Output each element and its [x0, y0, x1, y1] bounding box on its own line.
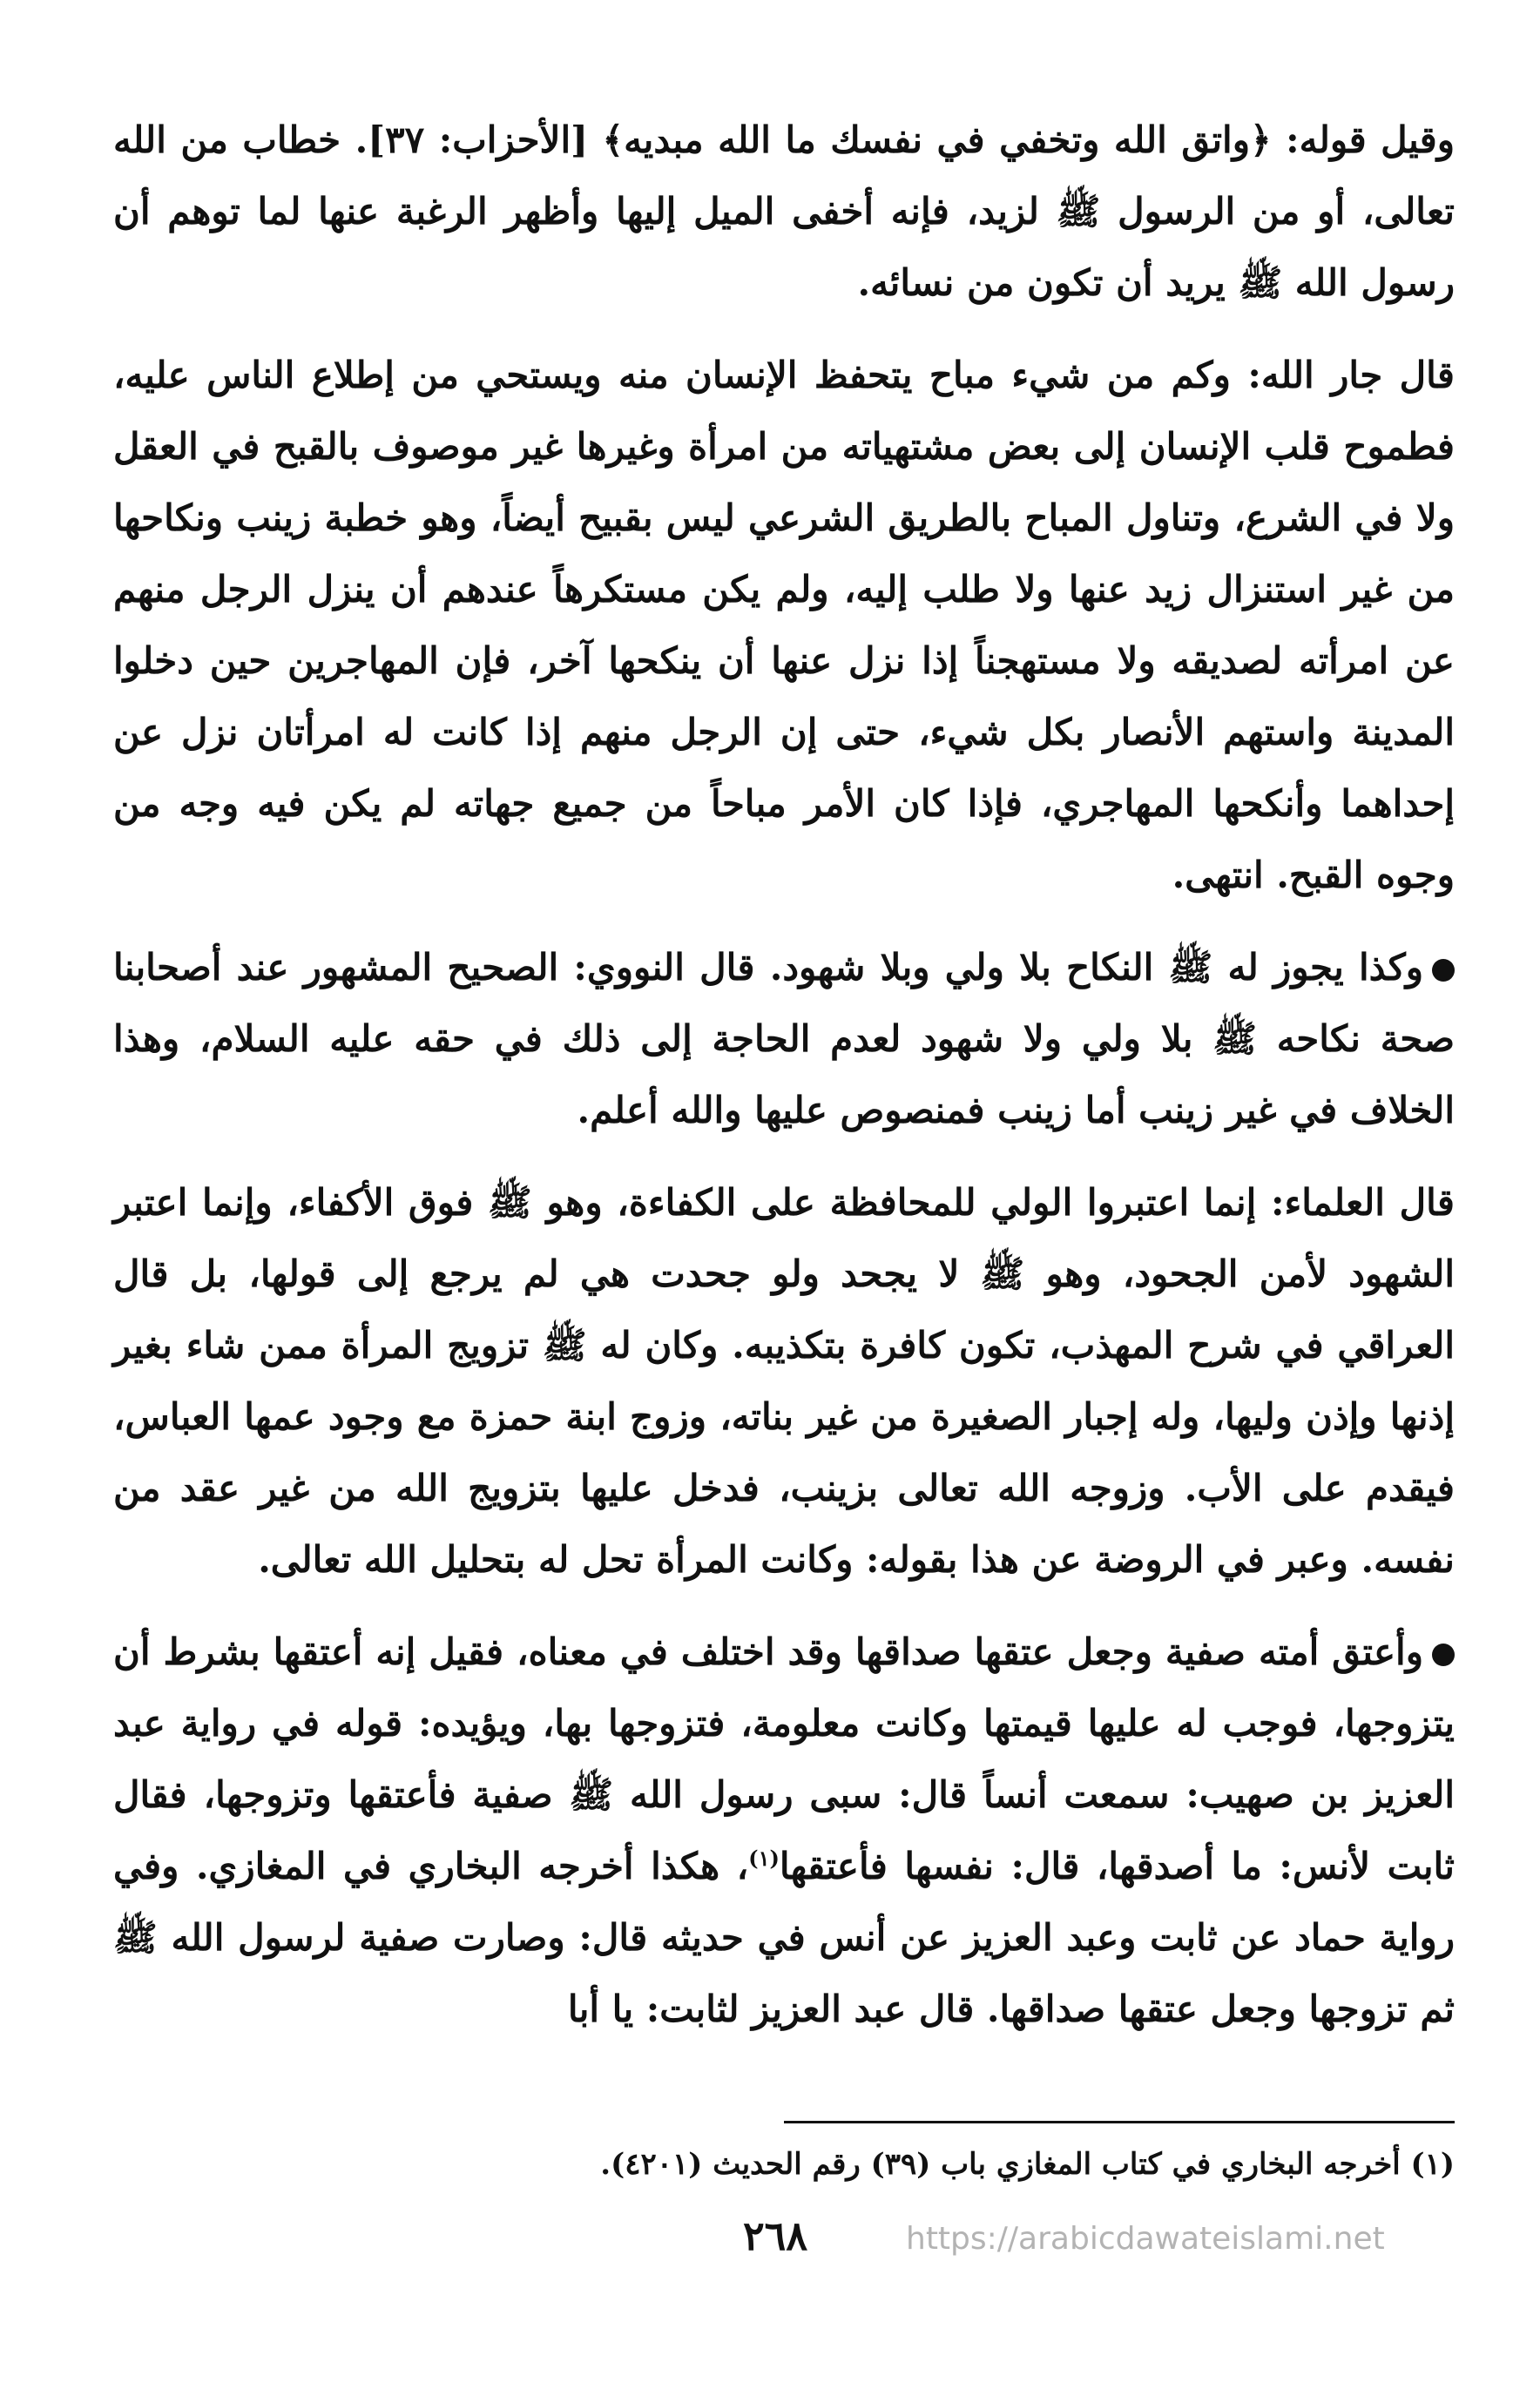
paragraph-3 — [113, 932, 1455, 1146]
paragraph-5 — [113, 1617, 1455, 2045]
paragraph-5-text-b: ، هكذا أخرجه البخاري في المغازي. وفي رواية حماد عن ثابت وعبد العزيز عن أنس في حديثه قال: وصارت صفية لرسول الله ﷺ ثم تزوجها وجعل عتقها صداقها. قال عبد العزيز لثابت: يا أبا — [113, 1845, 1455, 2030]
watermark-url: https://arabicdawateislami.net — [906, 2221, 1385, 2257]
paragraph-3-text: وكذا يجوز له ﷺ النكاح بلا ولي وبلا شهود. قال النووي: الصحيح المشهور عند أصحابنا صحة نكاحه ﷺ بلا ولي ولا شهود لعدم الحاجة إلى ذلك في حقه عليه السلام، وهذا الخلاف في غير زينب أما زينب فمنصوص عليها والله أعلم. — [113, 946, 1455, 1131]
page-number: ٢٦٨ — [742, 2212, 808, 2259]
bullet-icon — [1432, 959, 1455, 982]
bullet-icon — [1432, 1644, 1455, 1666]
footnote: (١) أخرجه البخاري في كتاب المغازي باب (٣٩) رقم الحديث (٤٢٠١). — [600, 2147, 1455, 2182]
footnote-reference[interactable]: (١) — [748, 1846, 780, 1871]
page-body — [113, 105, 1455, 2066]
footnote-divider — [784, 2121, 1455, 2123]
paragraph-4: قال العلماء: إنما اعتبروا الولي للمحافظة على الكفاءة، وهو ﷺ فوق الأكفاء، وإنما اعتبر الشهود لأمن الجحود، وهو ﷺ لا يجحد ولو جحدت هي لم يرجع إلى قولها، بل قال العراقي في شرح المهذب، تكون كافرة بتكذيبه. وكان له ﷺ تزويج المرأة ممن شاء بغير إذنها وإذن وليها، وله إجبار الصغيرة من غير بناته، وزوج ابنة حمزة مع وجود عمها العباس، فيقدم على الأب. وزوجه الله تعالى بزينب، فدخل عليها بتزويج الله من غير عقد من نفسه. وعبر في الروضة عن هذا بقوله: وكانت المرأة تحل له بتحليل الله تعالى. — [113, 1181, 1455, 1581]
paragraph-2: قال جار الله: وكم من شيء مباح يتحفظ الإنسان منه ويستحي من إطلاع الناس عليه، فطموح قلب الإنسان إلى بعض مشتهياته من امرأة وغيرها غير موصوف بالقبح في العقل ولا في الشرع، وتناول المباح بالطريق الشرعي ليس بقبيح أيضاً، وهو خطبة زينب ونكاحها من غير استنزال زيد عنها ولا طلب إليه، ولم يكن مستكرهاً عندهم أن ينزل الرجل منهم عن امرأته لصديقه ولا مستهجناً إذا نزل عنها أن ينكحها آخر، فإن المهاجرين حين دخلوا المدينة واستهم الأنصار بكل شيء، حتى إن الرجل منهم إذا كانت له امرأتان نزل عن إحداهما وأنكحها المهاجري، فإذا كان الأمر مباحاً من جميع جهاته لم يكن فيه وجه من وجوه القبح. انتهى. — [113, 354, 1455, 896]
paragraph-5-text-a: وأعتق أمته صفية وجعل عتقها صداقها وقد اختلف في معناه، فقيل إنه أعتقها بشرط أن يتزوجها، فوجب له عليها قيمتها وكانت معلومة، فتزوجها بها، ويؤيده: قوله في رواية عبد العزيز بن صهيب: سمعت أنساً قال: سبى رسول الله ﷺ صفية فأعتقها وتزوجها، فقال ثابت لأنس: ما أصدقها، قال: نفسها فأعتقها — [113, 1630, 1455, 1887]
paragraph-1: وقيل قوله: ﴿واتق الله وتخفي في نفسك ما الله مبديه﴾ [الأحزاب: ٣٧]. خطاب من الله تعالى، أو من الرسول ﷺ لزيد، فإنه أخفى الميل إليها وأظهر الرغبة عنها لما توهم أن رسول الله ﷺ يريد أن تكون من نسائه. — [113, 118, 1456, 304]
